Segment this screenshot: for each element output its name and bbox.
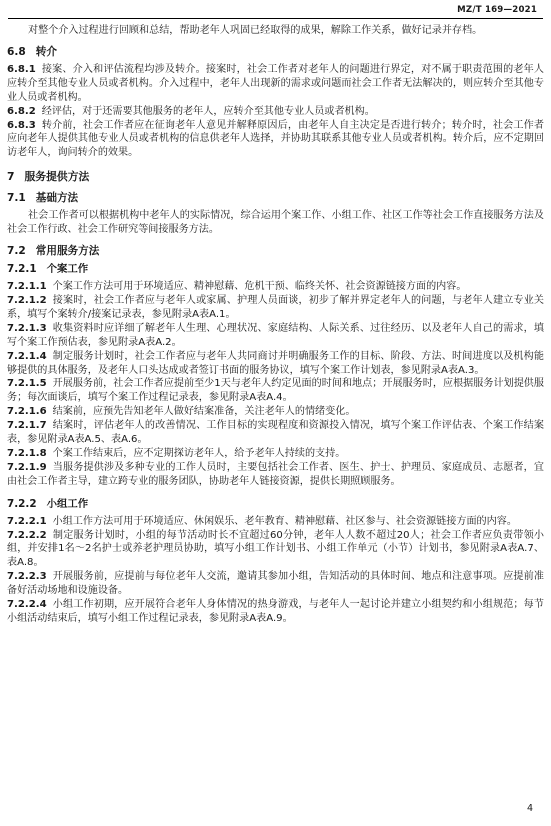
clause-number: 6.8.1	[7, 63, 36, 75]
clause-paragraph	[7, 598, 544, 626]
section-heading	[7, 169, 544, 184]
clause-text: 当服务提供涉及多种专业的工作人员时，主要包括社会工作者、医生、护士、护理员、家庭成员、志愿者，宜由社会工作者主导，建立跨专业的服务团队，协助老年人链接资源，提供长期照顾服务。	[7, 461, 544, 487]
subsection-heading	[7, 497, 544, 511]
clause-paragraph	[7, 322, 544, 350]
clause-text: 服务提供方法	[24, 170, 90, 184]
document-body	[7, 24, 544, 626]
clause-text: 转介前，社会工作者应在征询老年人意见并解释原因后，由老年人自主决定是否进行转介；转介时，社会工作者应向老年人提供其他专业人员或者机构的信息供老年人选择，并协助其联系其他专业人员或者机构。转介后，应不定期回访老年人，询问转介的效果。	[7, 119, 544, 159]
clause-number: 6.8	[7, 45, 26, 58]
clause-paragraph	[7, 280, 544, 294]
clause-text: 个案工作	[46, 263, 89, 276]
clause-text: 小组工作方法可用于环境适应、休闲娱乐、老年教育、精神慰藉、社区参与、社会资源链接方面的内容。	[52, 515, 517, 527]
clause-number: 7.2.2.4	[7, 599, 47, 611]
clause-text: 收集资料时应详细了解老年人生理、心理状况、家庭结构、人际关系、过往经历、以及老年人自己的需求，填写个案工作预估表，参见附录A表A.2。	[7, 322, 544, 348]
clause-number: 7.2.2	[7, 497, 37, 510]
clause-paragraph	[7, 419, 544, 447]
clause-text: 基础方法	[35, 192, 79, 205]
clause-text: 制定服务计划时，社会工作者应与老年人共同商讨并明确服务工作的目标、阶段、方法、时间进度以及机构能够提供的具体服务，及老年人口头达成或者签订书面的服务协议，填写个案工作计划表，参见附录A表A.3。	[7, 350, 544, 376]
subsection-heading	[7, 262, 544, 276]
subsection-heading	[7, 191, 544, 205]
clause-paragraph	[7, 63, 544, 105]
subsection-heading	[7, 244, 544, 258]
clause-text: 个案工作方法可用于环境适应、精神慰藉、危机干预、临终关怀、社会资源链接方面的内容。	[52, 281, 467, 293]
clause-number: 7.2.1.9	[7, 461, 47, 473]
clause-number: 7.2.1.1	[7, 281, 47, 293]
clause-paragraph	[7, 529, 544, 571]
spacer	[7, 489, 544, 493]
clause-number: 7.2.1.8	[7, 447, 47, 459]
clause-text: 经评估，对于还需要其他服务的老年人，应转介至其他专业人员或者机构。	[41, 105, 375, 117]
clause-text: 对整个介入过程进行回顾和总结，帮助老年人巩固已经取得的成果，解除工作关系，做好记录并存档。	[28, 25, 483, 36]
clause-number: 7.2.2.3	[7, 571, 47, 583]
clause-paragraph	[7, 447, 544, 461]
body-paragraph	[7, 24, 544, 38]
clause-text: 结案前，应预先告知老年人做好结案准备，关注老年人的情绪变化。	[52, 406, 356, 418]
clause-paragraph	[7, 350, 544, 378]
clause-text: 小组工作初期，应开展符合老年人身体情况的热身游戏，与老年人一起讨论并建立小组契约和小组规范；每节小组活动结束后，填写小组工作过程记录表，参见附录A表A.9。	[7, 599, 544, 624]
clause-number: 7.2.1.7	[7, 420, 47, 432]
clause-text: 开展服务前，社会工作者应提前至少1天与老年人约定见面的时间和地点；开展服务时，应根据服务计划提供服务；每次面谈后，填写个案工作过程记录表，参见附录A表A.4。	[7, 378, 544, 404]
clause-text: 开展服务前，应提前与每位老年人交流，邀请其参加小组，告知活动的具体时间、地点和注意事项。应提前准备好活动场地和设施设备。	[7, 571, 544, 597]
clause-paragraph	[7, 105, 544, 119]
clause-number: 7.2.1.5	[7, 378, 47, 390]
clause-paragraph	[7, 461, 544, 489]
clause-text: 个案工作结束后，应不定期探访老年人，给予老年人持续的支持。	[52, 447, 346, 459]
clause-number: 7.2.1.4	[7, 350, 47, 362]
clause-text: 接案时，社会工作者应与老年人或家属、护理人员面谈，初步了解并界定老年人的问题，与老年人建立专业关系，填写个案转介/接案记录表，参见附录A表A.1。	[7, 294, 544, 320]
clause-number: 7.2.1	[7, 263, 37, 276]
standard-code: MZ/T 169—2021	[457, 5, 537, 15]
clause-text: 转介	[35, 45, 57, 58]
clause-paragraph	[7, 294, 544, 322]
clause-number: 7.2	[7, 245, 26, 258]
clause-number: 7.2.1.2	[7, 294, 47, 306]
clause-text: 结案时，评估老年人的改善情况、工作目标的实现程度和资源投入情况，填写个案工作评估表、个案工作结案表，参见附录A表A.5、表A.6。	[7, 420, 544, 446]
clause-text: 社会工作者可以根据机构中老年人的实际情况，综合运用个案工作、小组工作、社区工作等社会工作直接服务方法及社会工作行政、社会工作研究等间接服务方法。	[7, 210, 544, 236]
clause-number: 6.8.3	[7, 119, 36, 131]
clause-paragraph	[7, 119, 544, 161]
clause-number: 6.8.2	[7, 105, 36, 117]
clause-paragraph	[7, 515, 544, 529]
clause-number: 7.2.1.6	[7, 406, 47, 418]
clause-text: 接案、介入和评估流程均涉及转介。接案时，社会工作者对老年人的问题进行界定，对不属于职责范围的老年人应转介至其他专业人员或者机构。介入过程中，老年人出现新的需求或问题而社会工作者无法解决的，则应转介至其他专业人员或者机构。	[7, 63, 544, 103]
clause-text: 常用服务方法	[35, 245, 100, 258]
clause-paragraph	[7, 405, 544, 419]
clause-number: 7	[7, 170, 15, 184]
body-paragraph	[7, 209, 544, 237]
clause-number: 7.2.2.1	[7, 515, 47, 527]
clause-number: 7.1	[7, 192, 26, 205]
header-rule	[8, 18, 543, 19]
clause-number: 7.2.2.2	[7, 529, 47, 541]
clause-text: 小组工作	[46, 497, 89, 510]
clause-paragraph	[7, 377, 544, 405]
page-number: 4	[526, 803, 533, 814]
clause-text: 制定服务计划时，小组的每节活动时长不宜超过60分钟，老年人人数不超过20人；社会工作者应负责带领小组，并安排1名～2名护士或养老护理员协助，填写小组工作计划书、小组工作单元（小节）计划书，参见附录A表A.7、表A.8。	[7, 529, 544, 569]
subsection-heading	[7, 45, 544, 59]
clause-number: 7.2.1.3	[7, 322, 47, 334]
clause-paragraph	[7, 570, 544, 598]
